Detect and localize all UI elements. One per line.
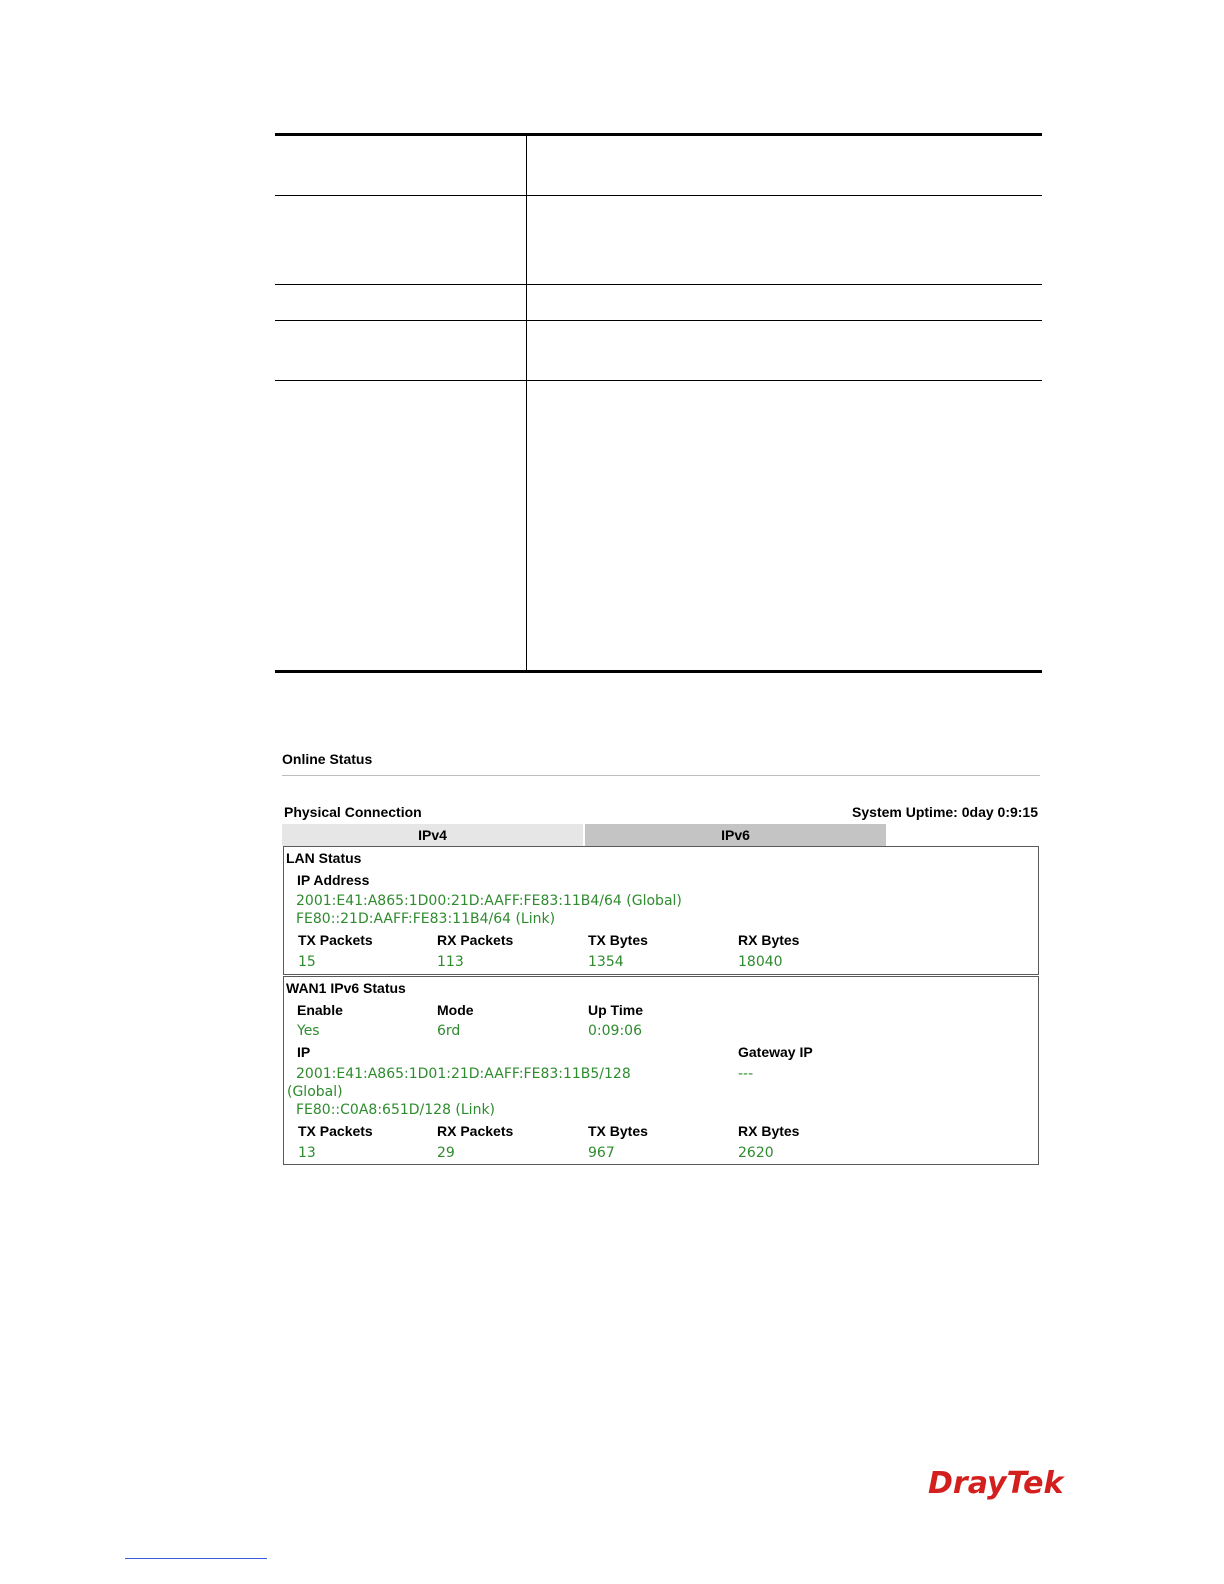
table-column-divider bbox=[526, 133, 527, 673]
table-row-divider bbox=[275, 380, 1042, 381]
lan-tx-bytes-value: 1354 bbox=[588, 954, 624, 970]
wan-rx-packets-value: 29 bbox=[437, 1145, 455, 1161]
wan-ip-label: IP bbox=[297, 1044, 311, 1060]
title-divider bbox=[282, 775, 1040, 776]
wan-ip-global-suffix: (Global) bbox=[287, 1084, 343, 1100]
wan-status-heading: WAN1 IPv6 Status bbox=[286, 980, 406, 996]
ip-address-label: IP Address bbox=[297, 872, 370, 888]
lan-ip-link: FE80::21D:AAFF:FE83:11B4/64 (Link) bbox=[296, 911, 556, 927]
draytek-logo: DrayTek bbox=[928, 1466, 1064, 1501]
lan-ip-global: 2001:E41:A865:1D00:21D:AAFF:FE83:11B4/64 (Global) bbox=[296, 893, 682, 909]
tab-ipv4[interactable]: IPv4 bbox=[282, 824, 583, 846]
table-bottom-rule bbox=[275, 670, 1042, 673]
system-uptime: System Uptime: 0day 0:9:15 bbox=[852, 804, 1038, 820]
wan-mode-value: 6rd bbox=[437, 1023, 461, 1039]
wan-enable-value: Yes bbox=[297, 1023, 320, 1039]
table-top-rule bbox=[275, 133, 1042, 136]
table-row-divider bbox=[275, 284, 1042, 285]
wan-rx-packets-label: RX Packets bbox=[437, 1123, 514, 1139]
wan-uptime-value: 0:09:06 bbox=[588, 1023, 642, 1039]
tab-ipv6[interactable]: IPv6 bbox=[585, 824, 886, 846]
lan-status-heading: LAN Status bbox=[286, 850, 362, 866]
lan-rx-bytes-label: RX Bytes bbox=[738, 932, 800, 948]
lan-status-panel bbox=[283, 846, 1039, 975]
wan-ip-global: 2001:E41:A865:1D01:21D:AAFF:FE83:11B5/128 bbox=[296, 1066, 631, 1082]
gateway-ip-value: --- bbox=[738, 1066, 754, 1082]
wan-tx-bytes-value: 967 bbox=[588, 1145, 615, 1161]
lan-tx-packets-label: TX Packets bbox=[298, 932, 373, 948]
lan-tx-bytes-label: TX Bytes bbox=[588, 932, 648, 948]
wan-rx-bytes-value: 2620 bbox=[738, 1145, 774, 1161]
page-title: Online Status bbox=[282, 751, 373, 767]
table-row-divider bbox=[275, 195, 1042, 196]
lan-tx-packets-value: 15 bbox=[298, 954, 316, 970]
table-row-divider bbox=[275, 320, 1042, 321]
lan-rx-packets-label: RX Packets bbox=[437, 932, 514, 948]
wan-tx-bytes-label: TX Bytes bbox=[588, 1123, 648, 1139]
wan-tx-packets-label: TX Packets bbox=[298, 1123, 373, 1139]
lan-rx-bytes-value: 18040 bbox=[738, 954, 783, 970]
gateway-ip-label: Gateway IP bbox=[738, 1044, 813, 1060]
wan-uptime-label: Up Time bbox=[588, 1002, 643, 1018]
wan-rx-bytes-label: RX Bytes bbox=[738, 1123, 800, 1139]
wan-mode-label: Mode bbox=[437, 1002, 474, 1018]
wan-enable-label: Enable bbox=[297, 1002, 343, 1018]
footer-link-underline bbox=[125, 1558, 267, 1559]
physical-connection-label: Physical Connection bbox=[284, 804, 422, 820]
wan-tx-packets-value: 13 bbox=[298, 1145, 316, 1161]
document-table bbox=[275, 133, 1042, 673]
wan-ip-link: FE80::C0A8:651D/128 (Link) bbox=[296, 1102, 496, 1118]
wan-ipv6-status-panel bbox=[283, 976, 1039, 1165]
lan-rx-packets-value: 113 bbox=[437, 954, 464, 970]
